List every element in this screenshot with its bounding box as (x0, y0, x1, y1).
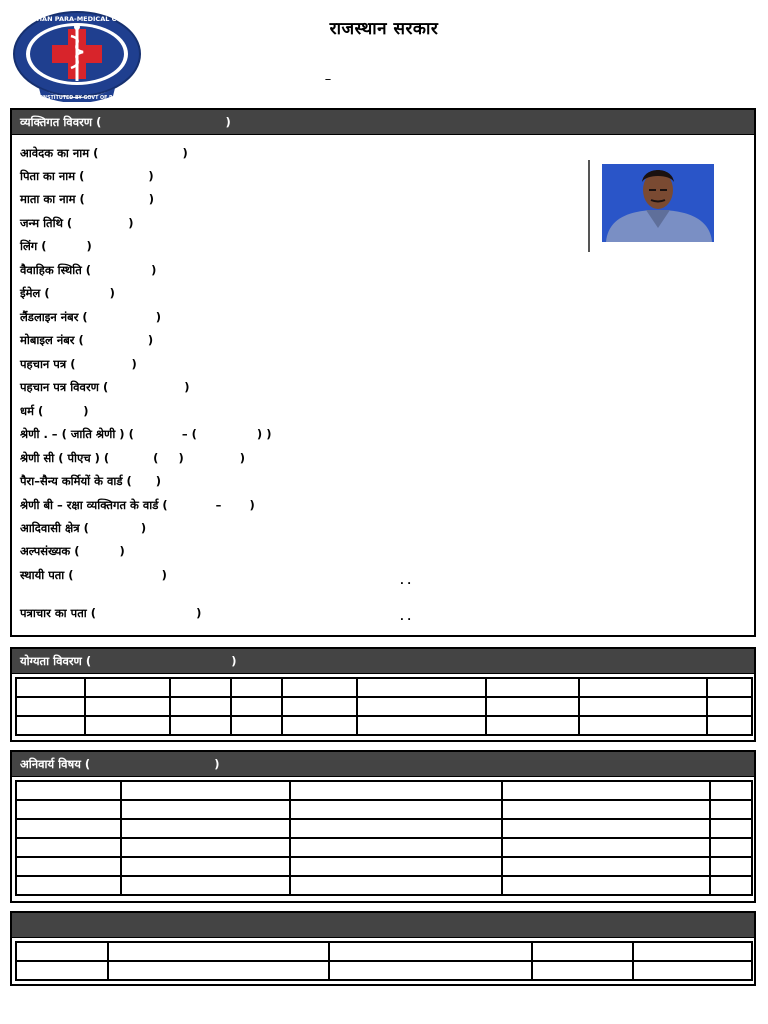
field-landline: लैंडलाइन नंबर ( ) (20, 310, 161, 324)
table-cell (502, 781, 710, 800)
table-cell (16, 819, 121, 838)
field-father-name: पिता का नाम ( ) (20, 169, 154, 183)
table-cell (290, 819, 503, 838)
field-tribal-area: आदिवासी क्षेत्र ( ) (20, 521, 147, 535)
table-cell (707, 716, 752, 735)
table-cell (282, 678, 357, 697)
table-row (16, 819, 752, 838)
personal-details-header: व्यक्तिगत विवरण ( ) (12, 110, 754, 135)
table-cell (579, 678, 706, 697)
table-cell (486, 716, 580, 735)
table-row (16, 857, 752, 876)
qualification-table (15, 677, 753, 736)
qualification-header: योग्यता विवरण ( ) (12, 649, 754, 674)
table-cell (710, 800, 752, 819)
table-cell (290, 876, 503, 895)
table-cell (486, 678, 580, 697)
field-correspondence-address: पत्राचार का पता ( ) (20, 606, 202, 620)
table-cell (502, 857, 710, 876)
table-cell (170, 678, 231, 697)
table-cell (579, 697, 706, 716)
compulsory-subjects-header: अनिवार्य विषय ( ) (12, 752, 754, 777)
field-caste-category: श्रेणी . – ( जाति श्रेणी ) ( – ( ) ) (20, 427, 272, 441)
table-cell (121, 800, 289, 819)
table-cell (502, 800, 710, 819)
field-mobile: मोबाइल नंबर ( ) (20, 333, 154, 347)
table-cell (502, 876, 710, 895)
table-cell (502, 838, 710, 857)
table-cell (121, 876, 289, 895)
table-cell (16, 838, 121, 857)
table-cell (329, 961, 532, 980)
personal-details-section (10, 108, 756, 637)
table-cell (16, 800, 121, 819)
field-mother-name: माता का नाम ( ) (20, 192, 155, 206)
table-cell (85, 678, 170, 697)
table-cell (16, 857, 121, 876)
table-cell (16, 697, 85, 716)
table-row (16, 678, 752, 697)
field-id-proof: पहचान पत्र ( ) (20, 357, 137, 371)
field-gender: लिंग ( ) (20, 239, 92, 253)
field-category-c-ph: श्रेणी सी ( पीएच ) ( ( ) ) (20, 451, 246, 465)
table-cell (282, 716, 357, 735)
table-cell (16, 961, 108, 980)
table-row (16, 961, 752, 980)
compulsory-subjects-section (10, 750, 756, 903)
bottom-section (10, 911, 756, 986)
qualification-section (10, 647, 756, 742)
table-cell (357, 716, 485, 735)
table-cell (357, 678, 485, 697)
table-cell (357, 697, 485, 716)
field-id-proof-details: पहचान पत्र विवरण ( ) (20, 380, 190, 394)
table-cell (707, 697, 752, 716)
logo-bottom-text: A BODY CONSTITUTED BY GOVT OF RAJASTHAN (13, 96, 141, 101)
table-cell (121, 781, 289, 800)
permanent-address-dots: . . (400, 576, 412, 587)
table-cell (710, 781, 752, 800)
table-cell (329, 942, 532, 961)
personal-fields (12, 135, 754, 637)
table-cell (16, 876, 121, 895)
table-row (16, 876, 752, 895)
table-cell (710, 876, 752, 895)
table-cell (532, 942, 632, 961)
table-cell (231, 716, 282, 735)
table-row (16, 697, 752, 716)
page-subtitle: – (324, 72, 332, 87)
table-cell (532, 961, 632, 980)
table-row (16, 800, 752, 819)
table-row (16, 838, 752, 857)
table-cell (710, 838, 752, 857)
table-row (16, 942, 752, 961)
table-cell (108, 961, 330, 980)
bottom-section-header (12, 913, 754, 938)
table-cell (121, 819, 289, 838)
compulsory-subjects-table (15, 780, 753, 896)
table-cell (502, 819, 710, 838)
field-marital-status: वैवाहिक स्थिति ( ) (20, 263, 157, 277)
table-cell (16, 781, 121, 800)
table-cell (85, 716, 170, 735)
field-paramilitary-ward: पैरा–सैन्य कर्मियों के वार्ड ( ) (20, 474, 162, 488)
table-cell (710, 857, 752, 876)
table-cell (231, 678, 282, 697)
table-cell (121, 857, 289, 876)
field-email: ईमेल ( ) (20, 286, 115, 300)
field-minority: अल्पसंख्यक ( ) (20, 544, 125, 558)
field-religion: धर्म ( ) (20, 404, 89, 418)
table-cell (290, 838, 503, 857)
table-row (16, 716, 752, 735)
logo-top-text: RAJASTHAN PARA-MEDICAL COUNCIL (10, 15, 144, 23)
field-permanent-address: स्थायी पता ( ) (20, 568, 167, 582)
field-birth-date: जन्म तिथि ( ) (20, 216, 134, 230)
table-cell (486, 697, 580, 716)
table-cell (16, 678, 85, 697)
field-applicant-name: आवेदक का नाम ( ) (20, 146, 188, 160)
bottom-table (15, 941, 753, 981)
table-row (16, 781, 752, 800)
table-cell (170, 697, 231, 716)
table-cell (290, 800, 503, 819)
table-cell (290, 857, 503, 876)
table-cell (579, 716, 706, 735)
table-cell (282, 697, 357, 716)
table-cell (170, 716, 231, 735)
table-cell (121, 838, 289, 857)
applicant-photo (588, 160, 718, 252)
table-cell (633, 942, 752, 961)
page-title: राजस्थान सरकार (329, 19, 439, 39)
table-cell (710, 819, 752, 838)
field-defence-ward: श्रेणी बी – रक्षा व्यक्तिगत के वार्ड ( – ) (20, 498, 255, 512)
table-cell (231, 697, 282, 716)
table-cell (16, 716, 85, 735)
table-cell (633, 961, 752, 980)
table-cell (108, 942, 330, 961)
table-cell (290, 781, 503, 800)
table-cell (707, 678, 752, 697)
table-cell (85, 697, 170, 716)
table-cell (16, 942, 108, 961)
correspondence-address-dots: . . (400, 612, 412, 623)
